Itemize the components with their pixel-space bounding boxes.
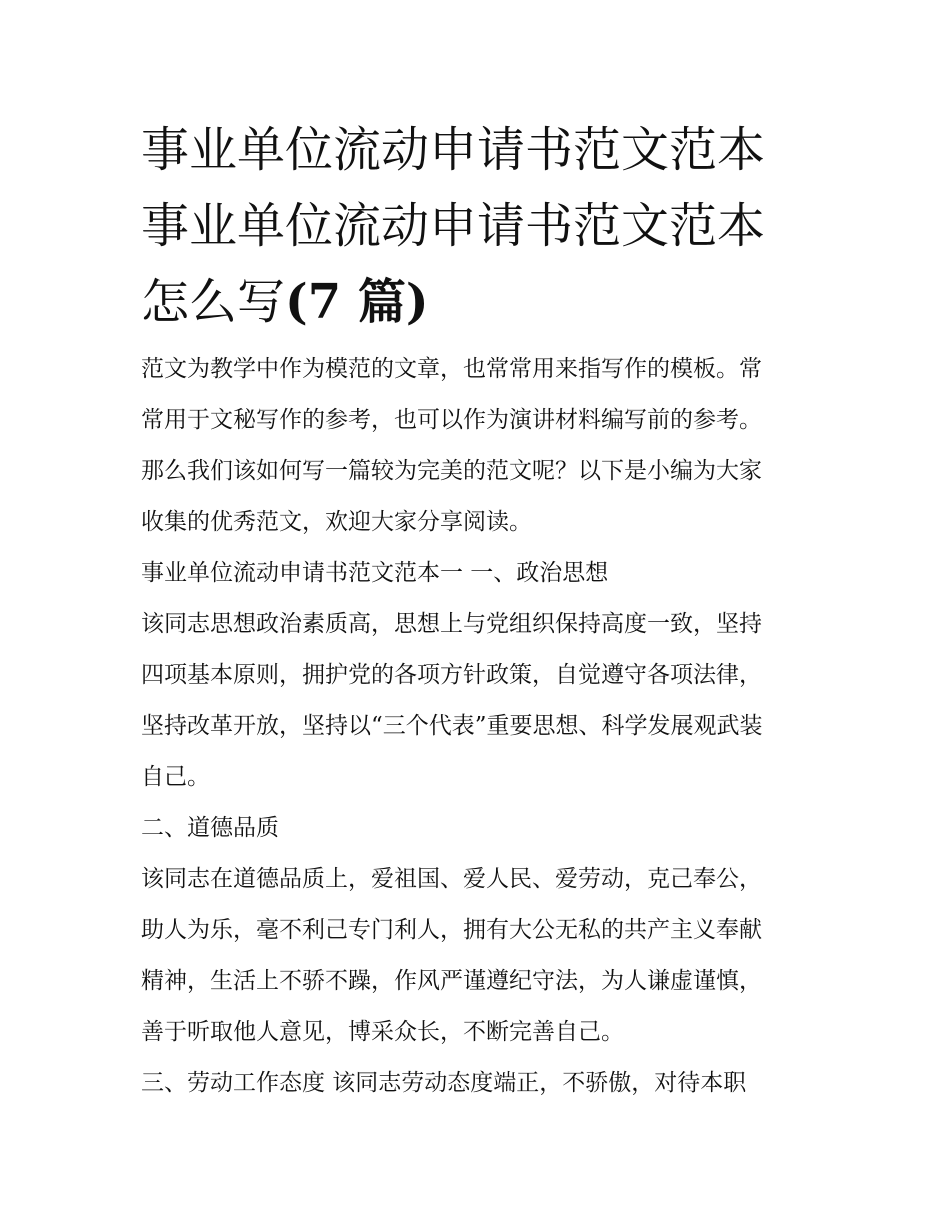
intro-paragraph [141,344,821,548]
title-line-3-prefix: 怎么写 [141,274,286,330]
section-1-body [141,599,821,803]
section-1-line: 自己。 [141,764,210,790]
title-line-3-suffix: (7 篇) [285,274,429,330]
title-line-3 [141,264,821,340]
section-1-line: 四项基本原则，拥护党的各项方针政策，自觉遵守各项法律， [141,662,762,688]
section-1-line: 该同志思想政治素质高，思想上与党组织保持高度一致，坚持 [141,611,762,637]
intro-line: 那么我们该如何写一篇较为完美的范文呢？以下是小编为大家 [141,458,762,484]
section-3-line: 三、劳动工作态度 该同志劳动态度端正，不骄傲，对待本职 [141,1070,747,1096]
intro-line: 收集的优秀范文，欢迎大家分享阅读。 [141,509,532,535]
section-2-heading: 二、道德品质 [141,815,279,841]
title-line-1: 事业单位流动申请书范文范本 [141,122,766,178]
intro-line: 范文为教学中作为模范的文章，也常常用来指写作的模板。常 [141,356,762,382]
document-page [141,112,821,1109]
section-2-line: 助人为乐，毫不利己专门利人，拥有大公无私的共产主义奉献 [141,917,762,943]
section-1-heading: 事业单位流动申请书范文范本一 一、政治思想 [141,560,609,586]
intro-line: 常用于文秘写作的参考，也可以作为演讲材料编写前的参考。 [141,407,762,433]
section-2-line: 精神，生活上不骄不躁，作风严谨遵纪守法，为人谦虚谨慎， [141,968,762,994]
section-2-body [141,854,821,1058]
title-line-2: 事业单位流动申请书范文范本 [141,198,766,254]
document-title [141,112,821,340]
section-2-line: 该同志在道德品质上，爱祖国、爱人民、爱劳动，克己奉公， [141,866,762,892]
section-2-line: 善于听取他人意见，博采众长，不断完善自己。 [141,1019,624,1045]
section-1-line: 坚持改革开放，坚持以“三个代表”重要思想、科学发展观武装 [141,713,763,739]
